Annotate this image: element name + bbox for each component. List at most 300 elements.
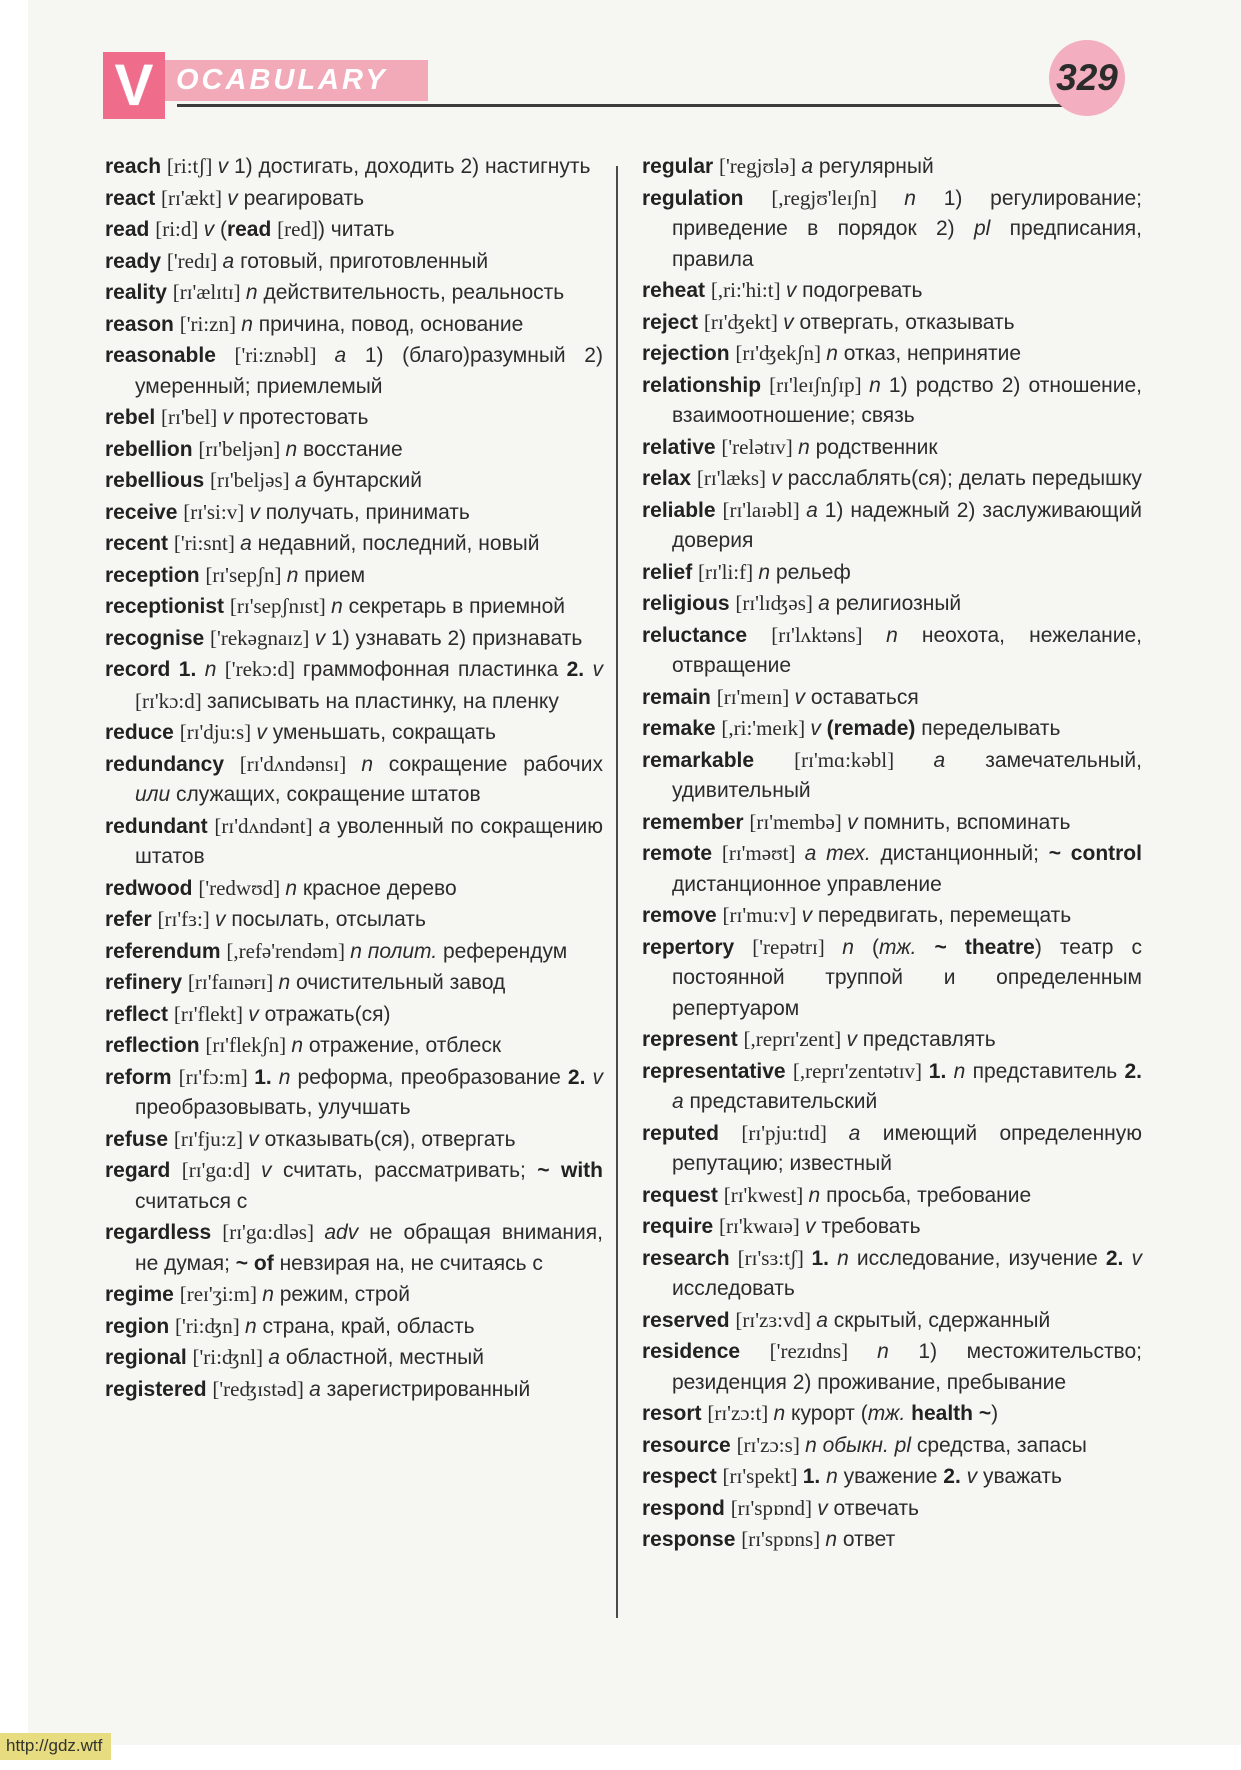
entry-italic-label: a тех.: [804, 842, 881, 865]
entry-italic-label: adv: [324, 1221, 370, 1244]
dictionary-entry: [642, 1305, 1142, 1337]
entry-translation-text: переделывать: [921, 717, 1061, 740]
dictionary-entry: [105, 904, 603, 936]
entry-italic-label: a: [818, 592, 836, 615]
entry-phonetic-text: [,reprɪ'zentətɪv]: [792, 1058, 929, 1083]
entry-translation-text: 1) регулирование; приведение в порядок 2): [672, 186, 1142, 240]
entry-italic-label: n: [904, 186, 944, 210]
entry-bold-text: registered: [105, 1377, 213, 1401]
dictionary-entry: [105, 183, 603, 215]
entry-bold-text: religious: [642, 592, 736, 615]
entry-phonetic-text: [rɪ'spɒns]: [741, 1527, 826, 1551]
entry-bold-text: redundant: [105, 814, 215, 838]
entry-translation-text: исследование, изучение: [856, 1246, 1106, 1270]
entry-bold-text: ~ control: [1048, 842, 1142, 865]
entry-bold-text: regional: [105, 1346, 193, 1369]
entry-translation-text: отражение, отблеск: [308, 1034, 502, 1057]
entry-translation-text: уважать: [982, 1465, 1062, 1488]
page-number-badge: [1049, 40, 1125, 116]
entry-bold-text: receive: [105, 500, 184, 524]
entry-bold-text: reception: [105, 563, 206, 587]
entry-bold-text: ready: [105, 249, 167, 273]
entry-phonetic-text: ['ri:zn]: [179, 311, 242, 336]
entry-italic-label: v: [227, 186, 244, 210]
entry-phonetic-text: ['repətrɪ]: [752, 934, 843, 959]
entry-phonetic-text: [rɪ'kɔ:d]: [135, 688, 208, 713]
entry-translation-text: религиозный: [835, 592, 962, 615]
entry-translation-text: действительность, реальность: [263, 281, 565, 304]
entry-phonetic-text: [rɪ'spɒnd]: [730, 1495, 818, 1520]
entry-bold-text: reason: [105, 312, 180, 336]
dictionary-entry: [105, 246, 603, 278]
entry-translation-text: регулярный: [818, 155, 934, 178]
entry-italic-label: n полит.: [350, 939, 443, 963]
entry-italic-label: тж.: [867, 1402, 912, 1425]
entry-italic-label: v: [203, 218, 220, 241]
entry-italic-label: n: [758, 560, 776, 584]
entry-italic-label: n: [245, 281, 264, 304]
entry-translation-text: 1) родство 2) отношение, взаимоотношение; связь: [672, 373, 1142, 427]
dictionary-entry: [105, 1124, 603, 1156]
dictionary-entry: [642, 745, 1142, 807]
entry-translation-text: зарегистрированный: [326, 1377, 531, 1401]
dictionary-entry: [105, 340, 603, 402]
page-number: 329: [1056, 57, 1118, 98]
entry-translation-text: готовый, приготовленный: [240, 249, 489, 273]
dictionary-entry: [105, 1342, 603, 1374]
entry-bold-text: 2.: [1105, 1246, 1132, 1270]
entry-translation-text: областной, местный: [285, 1346, 484, 1369]
entry-translation-text: страна, край, область: [262, 1314, 475, 1338]
entry-phonetic-text: [rɪ'pju:tɪd]: [741, 1120, 849, 1145]
dictionary-entry: [642, 495, 1142, 557]
entry-italic-label: v: [256, 721, 273, 744]
entry-phonetic-text: [rɪ'kwaɪə]: [719, 1214, 806, 1238]
dictionary-entry: [105, 749, 603, 811]
entry-bold-text: require: [642, 1215, 720, 1238]
dictionary-entry: [105, 1030, 603, 1062]
entry-italic-label: n: [204, 658, 225, 681]
entry-translation-text: дистанционное управление: [672, 872, 942, 896]
entry-phonetic-text: [rɪ'dju:s]: [179, 720, 257, 744]
entry-bold-text: regulation: [642, 186, 772, 210]
dictionary-entry: [642, 900, 1142, 932]
dictionary-entry: [642, 1493, 1142, 1525]
entry-bold-text: record 1.: [105, 658, 205, 681]
dictionary-entry: [105, 873, 603, 905]
entry-bold-text: remarkable: [642, 748, 795, 772]
entry-translation-text: служащих, сокращение штатов: [176, 783, 481, 806]
dictionary-entry: [105, 465, 603, 497]
entry-italic-label: v: [222, 406, 239, 429]
entry-bold-text: 2.: [943, 1465, 967, 1488]
entry-bold-text: read: [105, 218, 156, 241]
entry-translation-text: посылать, отсылать: [231, 908, 426, 931]
entry-phonetic-text: [rɪ'sepʃnɪst]: [229, 594, 332, 618]
entry-phonetic-text: [rɪ'si:v]: [183, 499, 250, 524]
entry-phonetic-text: ['redwʊd]: [198, 875, 286, 900]
entry-italic-label: v: [801, 904, 818, 927]
entry-bold-text: remake: [642, 717, 722, 740]
dictionary-entry: [105, 528, 603, 560]
dictionary-entry: [642, 307, 1142, 339]
entry-translation-text: прием: [304, 563, 366, 587]
dictionary-entry: [642, 1211, 1142, 1243]
entry-italic-label: pl: [973, 217, 1010, 240]
entry-translation-text: секретарь в приемной: [348, 595, 566, 618]
entry-italic-label: v: [771, 467, 788, 490]
entry-bold-text: relax: [642, 467, 697, 490]
entry-phonetic-text: [rɪ'zɔ:s]: [736, 1432, 806, 1457]
entry-bold-text: 1.: [254, 1065, 279, 1089]
entry-italic-label: n: [285, 876, 303, 900]
entry-italic-label: v: [783, 310, 800, 334]
entry-italic-label: v: [805, 1215, 822, 1238]
entry-bold-text: reasonable: [105, 344, 235, 367]
entry-translation-text: сокращение рабочих: [388, 752, 603, 776]
entry-bold-text: reject: [642, 310, 704, 334]
entry-bold-text: rebellion: [105, 437, 199, 461]
entry-italic-label: n: [808, 1183, 827, 1207]
dictionary-entry: [642, 557, 1142, 589]
entry-italic-label: n: [825, 1528, 843, 1551]
dictionary-entry: [105, 999, 603, 1031]
entry-italic-label: v: [592, 658, 603, 681]
entry-bold-text: redundancy: [105, 752, 240, 776]
dictionary-entry: [105, 591, 603, 623]
entry-phonetic-text: ['ri:snt]: [173, 531, 241, 555]
entry-translation-text: протестовать: [238, 406, 369, 429]
entry-phonetic-text: [rɪ'fɜ:]: [157, 907, 216, 931]
entry-italic-label: v: [261, 1159, 283, 1182]
entry-bold-text: 2.: [566, 658, 593, 681]
entry-phonetic-text: [rɪ'fɔ:m]: [178, 1064, 255, 1089]
entry-translation-text: реформа, преобразование: [297, 1065, 568, 1089]
entry-italic-label: v: [592, 1065, 603, 1089]
entry-bold-text: reduce: [105, 721, 180, 744]
entry-translation-text: записывать на пластинку, на пленку: [207, 689, 559, 713]
header-rule: [177, 104, 1112, 107]
entry-translation-text: причина, повод, основание: [258, 312, 524, 336]
entry-translation-text: отвергать, отказывать: [799, 310, 1015, 334]
entry-italic-label: n: [285, 437, 304, 461]
entry-translation-text: 1) узнавать 2) признавать: [331, 626, 583, 650]
dictionary-column-left: [105, 151, 603, 1405]
entry-italic-label: n: [286, 563, 305, 587]
entry-translation-text: бунтарский: [312, 469, 422, 492]
entry-bold-text: 1.: [802, 1465, 827, 1488]
entry-phonetic-text: ['redɪ]: [166, 248, 223, 273]
dictionary-entry: [105, 654, 603, 717]
entry-translation-text: средства, запасы: [916, 1433, 1087, 1457]
dictionary-entry: [105, 967, 603, 999]
dictionary-entry: [642, 713, 1142, 745]
entry-phonetic-text: [rɪ'mɑ:kəbl]: [794, 747, 934, 772]
entry-phonetic-text: [ri:d]: [155, 217, 204, 241]
entry-italic-label: v: [817, 1496, 834, 1520]
entry-bold-text: response: [642, 1528, 742, 1551]
entry-bold-text: ~ theatre: [934, 935, 1035, 959]
entry-bold-text: reflection: [105, 1034, 206, 1057]
entry-phonetic-text: [rɪ'zɜ:vd]: [735, 1307, 817, 1332]
entry-bold-text: regardless: [105, 1221, 223, 1244]
entry-italic-label: n обыкн. pl: [805, 1433, 917, 1457]
entry-italic-label: v: [248, 1002, 265, 1026]
entry-bold-text: reform: [105, 1065, 179, 1089]
entry-translation-text: невзирая на, не считаясь с: [279, 1251, 543, 1275]
entry-phonetic-text: [rɪ'sɜ:tʃ]: [737, 1245, 812, 1270]
entry-phonetic-text: [rɪ'li:f]: [698, 559, 759, 584]
dictionary-entry: [105, 1374, 603, 1406]
entry-translation-text: 1) местожительство; резиденция 2) проживание, пребывание: [672, 1340, 1142, 1394]
dictionary-entry: [105, 277, 603, 309]
entry-bold-text: reflect: [105, 1002, 174, 1026]
entry-translation-text: уважение: [843, 1465, 944, 1488]
dictionary-entry: [642, 1024, 1142, 1056]
entry-phonetic-text: [rɪ'məʊt]: [721, 841, 805, 865]
entry-translation-text: считать, рассматривать;: [282, 1159, 538, 1182]
dictionary-entry: [105, 1311, 603, 1343]
entry-phonetic-text: [rɪ'zɔ:t]: [707, 1401, 774, 1425]
entry-bold-text: reputed: [642, 1121, 742, 1145]
entry-bold-text: referendum: [105, 939, 227, 963]
entry-italic-label: a: [801, 155, 819, 178]
entry-phonetic-text: [rɪ'ʤekt]: [703, 309, 784, 334]
entry-bold-text: reluctance: [642, 623, 772, 647]
entry-italic-label: a: [933, 748, 986, 772]
entry-phonetic-text: ['relətɪv]: [721, 434, 799, 459]
entry-bold-text: read: [226, 218, 278, 241]
entry-phonetic-text: [rɪ'laɪəbl]: [722, 497, 807, 522]
entry-italic-label: v: [810, 717, 827, 740]
entry-phonetic-text: [rɪ'ælɪtɪ]: [172, 280, 246, 304]
entry-bold-text: remote: [642, 842, 722, 865]
entry-italic-label: n: [241, 312, 259, 336]
dictionary-entry: [642, 1398, 1142, 1430]
entry-translation-text: (: [219, 218, 227, 241]
entry-translation-text: скрытый, сдержанный: [833, 1308, 1051, 1332]
entry-bold-text: refinery: [105, 971, 188, 994]
entry-italic-label: a: [318, 814, 338, 838]
entry-italic-label: v: [248, 1127, 265, 1151]
entry-italic-label: n: [278, 971, 297, 994]
entry-translation-text: отражать(ся): [264, 1002, 391, 1026]
entry-phonetic-text: [rɪ'læks]: [696, 466, 772, 490]
entry-italic-label: n: [826, 342, 844, 365]
entry-bold-text: remember: [642, 810, 750, 834]
entry-italic-label: v: [1131, 1246, 1142, 1270]
entry-translation-text: режим, строй: [279, 1283, 410, 1306]
dictionary-entry: [642, 682, 1142, 714]
entry-italic-label: v: [314, 626, 332, 650]
entry-translation-text: оставаться: [810, 685, 919, 709]
entry-phonetic-text: ['ri:znəbl]: [234, 343, 335, 367]
dictionary-entry: [105, 936, 603, 968]
entry-italic-label: n: [331, 595, 349, 618]
entry-italic-label: a: [240, 532, 258, 555]
dictionary-entry: [642, 1430, 1142, 1462]
entry-bold-text: research: [642, 1246, 738, 1270]
entry-phonetic-text: ['rekɔ:d]: [224, 657, 303, 681]
entry-translation-text: 1) (благо)разумный 2) умеренный; приемлемый: [135, 344, 603, 398]
entry-bold-text: respect: [642, 1465, 723, 1488]
entry-italic-label: n: [953, 1059, 973, 1083]
entry-translation-text: восстание: [303, 437, 403, 461]
entry-italic-label: a: [294, 469, 313, 492]
entry-translation-text: неохота, нежелание, отвращение: [672, 623, 1143, 677]
entry-phonetic-text: [rɪ'fju:z]: [173, 1126, 249, 1151]
entry-bold-text: ~ of: [235, 1251, 280, 1275]
entry-translation-text: не обращая внимания, не думая;: [135, 1221, 603, 1275]
entry-bold-text: 2.: [567, 1065, 593, 1089]
entry-phonetic-text: [,ri:'hi:t]: [710, 278, 786, 302]
entry-phonetic-text: [rɪ'lʌktəns]: [771, 622, 887, 647]
entry-phonetic-text: [rɪ'bel]: [161, 405, 223, 429]
entry-phonetic-text: ['ri:ʤnl]: [192, 1345, 269, 1369]
entry-italic-label: n: [837, 1246, 857, 1270]
entry-bold-text: regular: [642, 155, 720, 178]
entry-translation-text: очистительный завод: [296, 971, 506, 994]
entry-phonetic-text: [rɪ'ʤekʃn]: [735, 341, 827, 365]
entry-italic-label: v: [966, 1465, 983, 1488]
dictionary-column-right: [642, 151, 1142, 1556]
entry-translation-text: граммофонная пластинка: [302, 658, 567, 681]
entry-translation-text: представлять: [862, 1028, 996, 1051]
entry-italic-label: a: [309, 1377, 327, 1401]
dictionary-entry: [105, 214, 603, 246]
entry-phonetic-text: ['ri:ʤn]: [175, 1313, 245, 1338]
entry-phonetic-text: [rɪ'flekt]: [173, 1001, 249, 1026]
entry-translation-text: красное дерево: [302, 876, 457, 900]
entry-bold-text: rejection: [642, 342, 736, 365]
entry-bold-text: residence: [642, 1340, 770, 1363]
entry-bold-text: regard: [105, 1159, 182, 1182]
entry-bold-text: resource: [642, 1433, 737, 1457]
entry-bold-text: receptionist: [105, 595, 230, 618]
dictionary-entry: [642, 838, 1142, 900]
entry-bold-text: relative: [642, 435, 722, 459]
entry-bold-text: 2.: [1124, 1059, 1142, 1083]
entry-translation-text: представительский: [689, 1090, 878, 1113]
entry-bold-text: ~ with: [537, 1159, 603, 1182]
vocabulary-banner-text: OCABULARY: [176, 64, 388, 96]
dictionary-entry: [642, 432, 1142, 464]
entry-italic-label: n: [773, 1402, 792, 1425]
dictionary-entry: [642, 1461, 1142, 1493]
entry-translation-text: 1) достигать, доходить 2) настигнуть: [233, 155, 591, 178]
entry-italic-label: n: [826, 1465, 844, 1488]
entry-phonetic-text: [rɪ'beljən]: [198, 436, 286, 461]
entry-translation-text: подогревать: [802, 279, 923, 302]
entry-italic-label: a: [672, 1090, 690, 1113]
entry-bold-text: representative: [642, 1059, 793, 1083]
entry-italic-label: v: [785, 279, 803, 302]
entry-bold-text: reheat: [642, 279, 711, 302]
dictionary-entry: [105, 151, 603, 183]
dictionary-entry: [642, 151, 1142, 183]
entry-italic-label: n: [877, 1340, 919, 1363]
entry-phonetic-text: [rɪ'kwest]: [723, 1182, 809, 1207]
entry-bold-text: represent: [642, 1028, 744, 1051]
entry-phonetic-text: [rɪ'gɑ:dləs]: [222, 1220, 325, 1244]
dictionary-entry: [105, 811, 603, 873]
entry-bold-text: reserved: [642, 1308, 736, 1332]
entry-translation-text: просьба, требование: [826, 1183, 1032, 1207]
entry-bold-text: reality: [105, 281, 173, 304]
entry-italic-label: n: [869, 373, 889, 397]
entry-translation-text: отказывать(ся), отвергать: [264, 1127, 516, 1151]
entry-phonetic-text: [rɪ'dʌndənt]: [214, 813, 319, 838]
entry-translation-text: отвечать: [833, 1496, 920, 1520]
entry-phonetic-text: [rɪ'meɪn]: [716, 684, 795, 709]
entry-translation-text: исследовать: [672, 1277, 795, 1300]
entry-italic-label: v: [215, 908, 232, 931]
entry-translation-text: считаться с: [135, 1189, 248, 1213]
entry-bold-text: relief: [642, 560, 699, 584]
entry-bold-text: refer: [105, 908, 158, 931]
entry-translation-text: передвигать, перемещать: [817, 904, 1072, 927]
entry-phonetic-text: [,regjʊ'leɪʃn]: [771, 185, 905, 210]
entry-translation-text: расслаблять(ся); делать передышку: [787, 467, 1142, 490]
dictionary-entry: [105, 497, 603, 529]
entry-italic-label: v: [249, 500, 266, 524]
column-divider: [616, 166, 618, 1618]
entry-italic-label: a: [268, 1346, 286, 1369]
entry-bold-text: region: [105, 1314, 176, 1338]
entry-phonetic-text: [ri:tʃ]: [166, 154, 218, 178]
entry-translation-text: ) театр с постоянной труппой и определенным репертуаром: [672, 935, 1143, 1020]
entry-bold-text: resort: [642, 1402, 708, 1425]
entry-phonetic-text: [rɪ'sepʃn]: [205, 562, 287, 587]
dictionary-entry: [642, 1180, 1142, 1212]
dictionary-entry: [642, 370, 1142, 432]
entry-italic-label: a: [848, 1121, 883, 1145]
dictionary-entry: [105, 1279, 603, 1311]
entry-phonetic-text: [rɪ'dʌndənsɪ]: [239, 751, 362, 776]
dictionary-entry: [105, 623, 603, 655]
entry-bold-text: refuse: [105, 1127, 174, 1151]
dictionary-entry: [642, 275, 1142, 307]
vocabulary-logo-v: [103, 52, 165, 119]
entry-translation-text: требовать: [821, 1215, 921, 1238]
dictionary-entry: [642, 620, 1142, 682]
entry-bold-text: repertory: [642, 935, 753, 959]
entry-phonetic-text: [reɪ'ʒi:m]: [179, 1282, 263, 1306]
dictionary-entry: [105, 560, 603, 592]
entry-translation-text: уменьшать, сокращать: [272, 721, 496, 744]
vocabulary-banner: [142, 60, 428, 101]
entry-translation-text: ): [991, 1402, 999, 1425]
entry-italic-label: a: [816, 1308, 834, 1332]
entry-italic-label: тж.: [878, 935, 935, 959]
entry-phonetic-text: [,refə'rendəm]: [226, 938, 351, 963]
entry-translation-text: ) читать: [317, 218, 395, 241]
entry-translation-text: имеющий определенную репутацию; известный: [672, 1121, 1143, 1175]
entry-italic-label: v: [846, 1028, 863, 1051]
entry-phonetic-text: [rɪ'faɪnərɪ]: [187, 970, 279, 994]
entry-italic-label: n: [244, 1314, 263, 1338]
dictionary-entry: [105, 402, 603, 434]
dictionary-entry: [642, 932, 1142, 1025]
entry-bold-text: rebellious: [105, 469, 211, 492]
entry-phonetic-text: [rɪ'leɪʃnʃɪp]: [769, 372, 870, 397]
entry-phonetic-text: [rɪ'flekʃn]: [205, 1033, 292, 1057]
entry-translation-text: референдум: [443, 939, 568, 963]
entry-translation-text: курорт (: [791, 1402, 868, 1425]
dictionary-entry: [642, 1118, 1142, 1180]
entry-italic-label: a: [806, 498, 825, 522]
entry-translation-text: недавний, последний, новый: [257, 532, 540, 555]
